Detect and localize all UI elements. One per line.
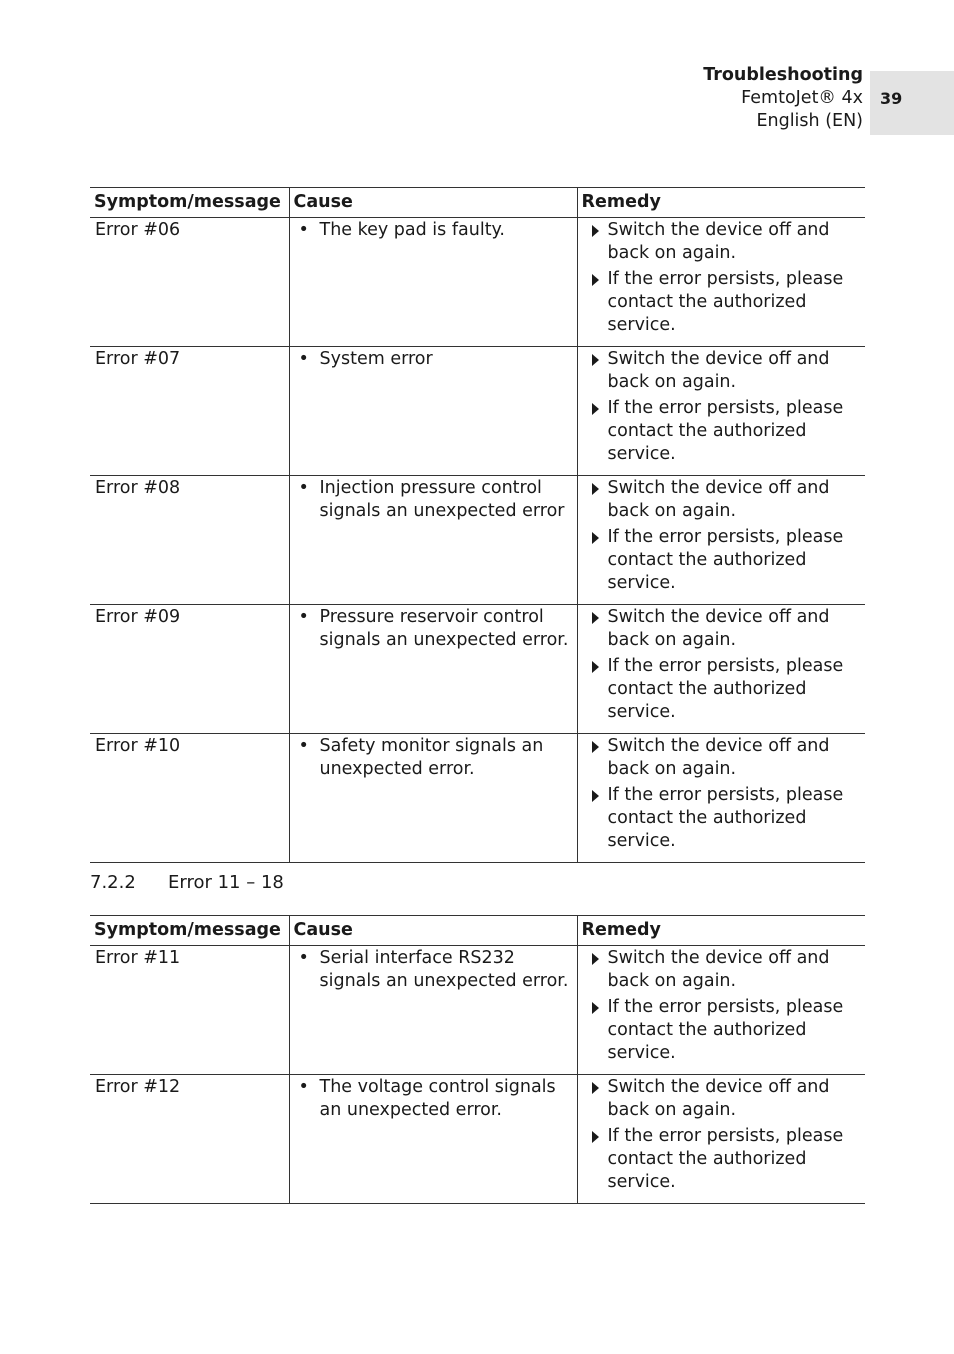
- subsection-heading: [90, 872, 284, 893]
- symptom-cell: Error #06: [90, 218, 289, 347]
- symptom-cell: Error #08: [90, 476, 289, 605]
- remedy-item: [583, 348, 862, 394]
- remedy-item: [583, 655, 862, 724]
- cause-text: Safety monitor signals an unexpected error.: [319, 736, 544, 779]
- cause-cell: [289, 476, 577, 605]
- bullet-icon: •: [298, 349, 309, 369]
- cause-text: Injection pressure control signals an unexpected error: [319, 478, 565, 521]
- remedy-text: If the error persists, please contact the authorized service.: [607, 398, 844, 464]
- remedy-item: [583, 477, 862, 523]
- remedy-item: [583, 784, 862, 853]
- cause-cell: [289, 347, 577, 476]
- remedy-text: If the error persists, please contact the authorized service.: [607, 656, 844, 722]
- bullet-icon: •: [298, 220, 309, 240]
- symptom-cell: Error #10: [90, 734, 289, 863]
- table-header-row: [90, 916, 865, 946]
- cause-bullet-item: [295, 606, 573, 652]
- arrow-right-icon: [592, 1131, 599, 1143]
- remedy-cell: [577, 347, 865, 476]
- symptom-cell: Error #11: [90, 946, 289, 1075]
- arrow-right-icon: [592, 1002, 599, 1014]
- table-row: [90, 946, 865, 1075]
- table-row: [90, 734, 865, 863]
- remedy-item: [583, 996, 862, 1065]
- remedy-text: If the error persists, please contact the authorized service.: [607, 1126, 844, 1192]
- table-row: [90, 347, 865, 476]
- remedy-item: [583, 268, 862, 337]
- cause-bullet-item: [295, 735, 573, 781]
- arrow-right-icon: [592, 532, 599, 544]
- cause-cell: [289, 1075, 577, 1204]
- cause-text: Serial interface RS232 signals an unexpected error.: [319, 948, 569, 991]
- cause-text: Pressure reservoir control signals an unexpected error.: [319, 607, 569, 650]
- remedy-cell: [577, 605, 865, 734]
- remedy-item: [583, 606, 862, 652]
- remedy-item: [583, 735, 862, 781]
- arrow-right-icon: [592, 225, 599, 237]
- table-row: [90, 218, 865, 347]
- remedy-item: [583, 526, 862, 595]
- cause-bullet-item: [295, 348, 573, 371]
- bullet-icon: •: [298, 1077, 309, 1097]
- remedy-text: Switch the device off and back on again.: [607, 220, 830, 263]
- remedy-item: [583, 397, 862, 466]
- cause-cell: [289, 218, 577, 347]
- cause-bullet-item: [295, 477, 573, 523]
- remedy-text: Switch the device off and back on again.: [607, 736, 830, 779]
- table-header-row: [90, 188, 865, 218]
- subsection-title: Error 11 – 18: [168, 872, 284, 893]
- arrow-right-icon: [592, 661, 599, 673]
- column-header-cause: Cause: [289, 188, 577, 218]
- cause-bullet-item: [295, 947, 573, 993]
- cause-text: The key pad is faulty.: [319, 220, 505, 240]
- remedy-text: If the error persists, please contact the authorized service.: [607, 269, 844, 335]
- page-header: [703, 64, 863, 133]
- product-name: FemtoJet® 4x: [741, 88, 863, 108]
- remedy-cell: [577, 946, 865, 1075]
- arrow-right-icon: [592, 403, 599, 415]
- table-row: [90, 605, 865, 734]
- remedy-text: Switch the device off and back on again.: [607, 478, 830, 521]
- arrow-right-icon: [592, 612, 599, 624]
- arrow-right-icon: [592, 1082, 599, 1094]
- arrow-right-icon: [592, 741, 599, 753]
- cause-bullet-item: [295, 1076, 573, 1122]
- remedy-item: [583, 1125, 862, 1194]
- column-header-symptom: Symptom/message: [90, 916, 289, 946]
- symptom-cell: Error #07: [90, 347, 289, 476]
- cause-text: The voltage control signals an unexpected error.: [319, 1077, 556, 1120]
- table-row: [90, 476, 865, 605]
- cause-cell: [289, 605, 577, 734]
- section-title: Troubleshooting: [703, 65, 863, 85]
- cause-cell: [289, 734, 577, 863]
- column-header-cause: Cause: [289, 916, 577, 946]
- remedy-cell: [577, 1075, 865, 1204]
- error-table-2: [90, 915, 865, 1204]
- remedy-text: If the error persists, please contact the authorized service.: [607, 785, 844, 851]
- bullet-icon: •: [298, 736, 309, 756]
- remedy-text: Switch the device off and back on again.: [607, 1077, 830, 1120]
- cause-bullet-item: [295, 219, 573, 242]
- remedy-text: If the error persists, please contact the authorized service.: [607, 997, 844, 1063]
- cause-text: System error: [319, 349, 433, 369]
- subsection-number: 7.2.2: [90, 872, 136, 893]
- column-header-symptom: Symptom/message: [90, 188, 289, 218]
- arrow-right-icon: [592, 483, 599, 495]
- remedy-text: If the error persists, please contact the authorized service.: [607, 527, 844, 593]
- remedy-cell: [577, 476, 865, 605]
- symptom-cell: Error #09: [90, 605, 289, 734]
- page-number: 39: [870, 71, 954, 135]
- arrow-right-icon: [592, 953, 599, 965]
- bullet-icon: •: [298, 948, 309, 968]
- table-row: [90, 1075, 865, 1204]
- remedy-text: Switch the device off and back on again.: [607, 349, 830, 392]
- remedy-cell: [577, 218, 865, 347]
- remedy-text: Switch the device off and back on again.: [607, 948, 830, 991]
- remedy-item: [583, 947, 862, 993]
- remedy-text: Switch the device off and back on again.: [607, 607, 830, 650]
- remedy-item: [583, 1076, 862, 1122]
- bullet-icon: •: [298, 607, 309, 627]
- arrow-right-icon: [592, 274, 599, 286]
- language-label: English (EN): [756, 111, 863, 131]
- column-header-remedy: Remedy: [577, 188, 865, 218]
- error-table-1: [90, 187, 865, 863]
- arrow-right-icon: [592, 354, 599, 366]
- bullet-icon: •: [298, 478, 309, 498]
- column-header-remedy: Remedy: [577, 916, 865, 946]
- remedy-item: [583, 219, 862, 265]
- remedy-cell: [577, 734, 865, 863]
- symptom-cell: Error #12: [90, 1075, 289, 1204]
- cause-cell: [289, 946, 577, 1075]
- arrow-right-icon: [592, 790, 599, 802]
